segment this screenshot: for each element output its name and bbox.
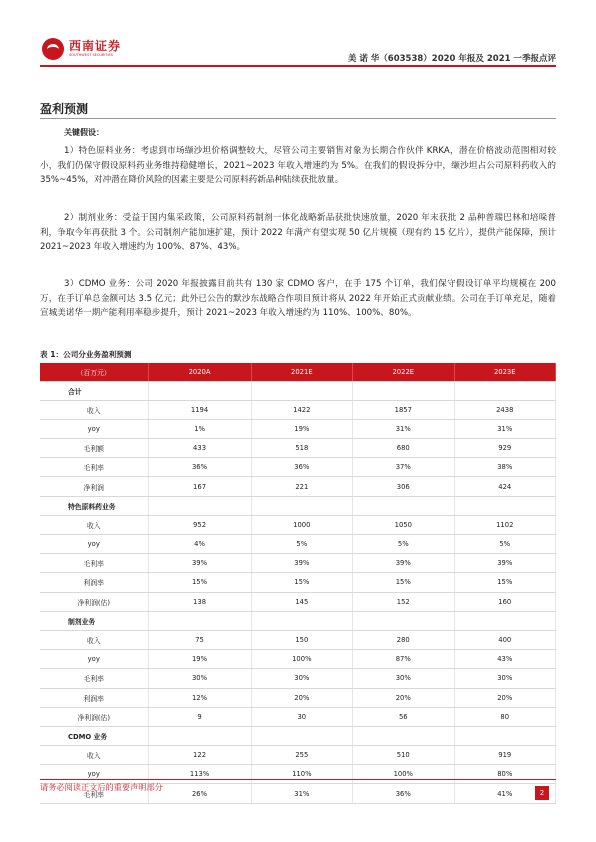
section-divider — [40, 118, 556, 119]
table-cell: 36% — [251, 458, 352, 477]
row-label: yoy — [40, 765, 148, 784]
table-cell: 5% — [251, 535, 352, 554]
table-cell: 39% — [454, 554, 555, 573]
key-assumptions-heading: 关键假设： — [64, 128, 104, 137]
header-2022e: 2022E — [353, 363, 454, 381]
table-cell: 39% — [353, 554, 454, 573]
table-cell: 39% — [251, 554, 352, 573]
company-logo — [42, 38, 121, 60]
table-cell: 19% — [251, 419, 352, 438]
header-2020a: 2020A — [148, 363, 251, 381]
logo-name: 西南证券 — [69, 39, 122, 53]
row-label: 利润率 — [40, 573, 148, 592]
table-cell: 30 — [251, 707, 352, 726]
row-label: 毛利率 — [40, 554, 148, 573]
table-cell: 9 — [148, 707, 251, 726]
table-cell: 19% — [148, 650, 251, 669]
table-row — [40, 573, 556, 592]
table-cell: 280 — [353, 630, 454, 649]
table-row — [40, 419, 556, 438]
header-2021e: 2021E — [251, 363, 352, 381]
table-cell: 400 — [454, 630, 555, 649]
row-label: 毛利率 — [40, 669, 148, 688]
table-cell: 680 — [353, 439, 454, 458]
group-blank-cell — [353, 726, 454, 745]
table-cell: 1102 — [454, 515, 555, 534]
row-label: 收入 — [40, 400, 148, 419]
table-cell: 1% — [148, 419, 251, 438]
table-cell: 38% — [454, 458, 555, 477]
table-cell: 1000 — [251, 515, 352, 534]
table-cell: 20% — [251, 688, 352, 707]
table-cell: 5% — [454, 535, 555, 554]
table-cell: 37% — [353, 458, 454, 477]
table-row — [40, 688, 556, 707]
group-blank-cell — [353, 611, 454, 630]
table-cell: 1050 — [353, 515, 454, 534]
row-label: yoy — [40, 419, 148, 438]
table-cell: 1422 — [251, 400, 352, 419]
row-label: 净利润(估) — [40, 592, 148, 611]
disclaimer-notice: 请务必阅读正文后的重要声明部分 — [40, 782, 163, 792]
table-cell: 929 — [454, 439, 555, 458]
table-cell: 31% — [454, 419, 555, 438]
group-blank-cell — [454, 726, 555, 745]
group-blank-cell — [251, 726, 352, 745]
table-cell: 100% — [353, 765, 454, 784]
table-cell: 152 — [353, 592, 454, 611]
table-cell: 1857 — [353, 400, 454, 419]
assumption-paragraph-formulation: 2）制剂业务：受益于国内集采政策，公司原料药制剂一体化战略新品获批快速放量，2020 年末获批 2 品种普瑞巴林和培哚普利，争取今年再获批 3 个。公司制剂产能加速扩建，预计 2022 年满产有望实现 50 亿片规模（现有约 15 亿片），提供产能保障，预计 2021~2023 年收入增速约为 100%、87%、43%。 — [40, 213, 556, 253]
group-label: 特色原料药业务 — [40, 496, 148, 515]
row-label: 净利润 — [40, 477, 148, 496]
group-blank-cell — [251, 496, 352, 515]
table-cell: 113% — [148, 765, 251, 784]
table-cell: 15% — [454, 573, 555, 592]
table-cell: 306 — [353, 477, 454, 496]
table-cell: 26% — [148, 784, 251, 803]
logo-english: SOUTHWEST SECURITIES — [69, 53, 113, 57]
table-cell: 20% — [353, 688, 454, 707]
row-label: 利润率 — [40, 688, 148, 707]
table-group-row — [40, 726, 556, 745]
row-label: yoy — [40, 535, 148, 554]
table-cell: 15% — [148, 573, 251, 592]
table-cell: 221 — [251, 477, 352, 496]
table-row — [40, 400, 556, 419]
table-cell: 122 — [148, 746, 251, 765]
table-cell: 510 — [353, 746, 454, 765]
header-2023e: 2023E — [454, 363, 555, 381]
row-label: 毛利率 — [40, 458, 148, 477]
table-cell: 255 — [251, 746, 352, 765]
table-cell: 167 — [148, 477, 251, 496]
table-cell: 56 — [353, 707, 454, 726]
table-cell: 80% — [454, 765, 555, 784]
table-cell: 39% — [148, 554, 251, 573]
table-cell: 2438 — [454, 400, 555, 419]
table-cell: 31% — [353, 419, 454, 438]
table-group-row — [40, 381, 556, 400]
table-row — [40, 669, 556, 688]
table-cell: 5% — [353, 535, 454, 554]
table-cell: 43% — [454, 650, 555, 669]
forecast-table — [40, 363, 556, 804]
table-cell: 20% — [454, 688, 555, 707]
table-group-row — [40, 611, 556, 630]
table-row — [40, 458, 556, 477]
row-label: yoy — [40, 650, 148, 669]
table-cell: 424 — [454, 477, 555, 496]
row-label: 毛利额 — [40, 439, 148, 458]
group-blank-cell — [148, 381, 251, 400]
group-label: 合计 — [40, 381, 148, 400]
table-row — [40, 630, 556, 649]
report-title: 美 诺 华（603538）2020 年报及 2021 一季报点评 — [347, 54, 556, 64]
footer-divider — [40, 779, 556, 780]
group-label: 制剂业务 — [40, 611, 148, 630]
group-blank-cell — [251, 611, 352, 630]
table-cell: 138 — [148, 592, 251, 611]
table-cell: 30% — [454, 669, 555, 688]
table-cell: 30% — [353, 669, 454, 688]
table-row — [40, 477, 556, 496]
page-number: 2 — [535, 786, 549, 800]
table-cell: 15% — [251, 573, 352, 592]
table-row — [40, 439, 556, 458]
table-cell: 919 — [454, 746, 555, 765]
table-cell: 1194 — [148, 400, 251, 419]
group-label: CDMO 业务 — [40, 726, 148, 745]
group-blank-cell — [148, 726, 251, 745]
table-row — [40, 554, 556, 573]
table-row — [40, 746, 556, 765]
table-cell: 160 — [454, 592, 555, 611]
table-cell: 41% — [454, 784, 555, 803]
group-blank-cell — [454, 381, 555, 400]
logo-icon — [42, 38, 64, 60]
table-cell: 87% — [353, 650, 454, 669]
section-title: 盈利预测 — [40, 102, 89, 116]
table-row — [40, 515, 556, 534]
table-cell: 15% — [353, 573, 454, 592]
table-cell: 4% — [148, 535, 251, 554]
table-group-row — [40, 496, 556, 515]
table-cell: 80 — [454, 707, 555, 726]
page-header — [40, 38, 556, 68]
row-label: 净利润(估) — [40, 707, 148, 726]
table-cell: 433 — [148, 439, 251, 458]
table-cell: 150 — [251, 630, 352, 649]
table-cell: 30% — [251, 669, 352, 688]
table-cell: 36% — [353, 784, 454, 803]
table-row — [40, 707, 556, 726]
table-cell: 518 — [251, 439, 352, 458]
row-label: 收入 — [40, 746, 148, 765]
row-label: 收入 — [40, 515, 148, 534]
group-blank-cell — [148, 611, 251, 630]
table-title: 表 1：公司分业务盈利预测 — [40, 350, 132, 359]
group-blank-cell — [148, 496, 251, 515]
table-cell: 31% — [251, 784, 352, 803]
table-cell: 36% — [148, 458, 251, 477]
assumption-paragraph-api: 1）特色原料业务：考虑到市场缬沙坦价格调整较大，尽管公司主要销售对象为长期合作伙伴 KRKA，潜在价格波动范围相对较小，我们仍保守假设原料药业务维持稳健增长，2021~2023 年收入增速约为 5%。在我们的假设拆分中，缬沙坦占公司原料药收入的35%~45%，对冲潜在降价风险的因素主要是公司原料药新品种陆续获批放量。 — [40, 146, 556, 186]
table-cell: 100% — [251, 650, 352, 669]
header-divider — [40, 65, 556, 67]
table-row — [40, 592, 556, 611]
assumption-paragraph-cdmo: 3）CDMO 业务：公司 2020 年报披露目前共有 130 家 CDMO 客户，在手 175 个订单，我们保守假设订单平均规模在 200 万，在手订单总金额可达 3.5 亿元；此外已公告的默沙东战略合作项目预计将从 2022 年开始正式贡献业绩。公司在手订单充足，随着宣城美诺华一期产能利用率稳步提升，预计 2021~2023 年收入增速约为 110%、100%、80%。 — [40, 279, 556, 319]
table-row — [40, 650, 556, 669]
table-cell: 110% — [251, 765, 352, 784]
table-cell: 145 — [251, 592, 352, 611]
table-cell: 952 — [148, 515, 251, 534]
row-label: 毛利率 — [40, 784, 148, 803]
group-blank-cell — [454, 496, 555, 515]
table-cell: 12% — [148, 688, 251, 707]
table-header-row — [40, 363, 556, 381]
group-blank-cell — [454, 611, 555, 630]
table-row — [40, 535, 556, 554]
header-unit: （百万元） — [40, 363, 148, 381]
group-blank-cell — [353, 496, 454, 515]
table-cell: 30% — [148, 669, 251, 688]
group-blank-cell — [251, 381, 352, 400]
table-cell: 75 — [148, 630, 251, 649]
group-blank-cell — [353, 381, 454, 400]
row-label: 收入 — [40, 630, 148, 649]
